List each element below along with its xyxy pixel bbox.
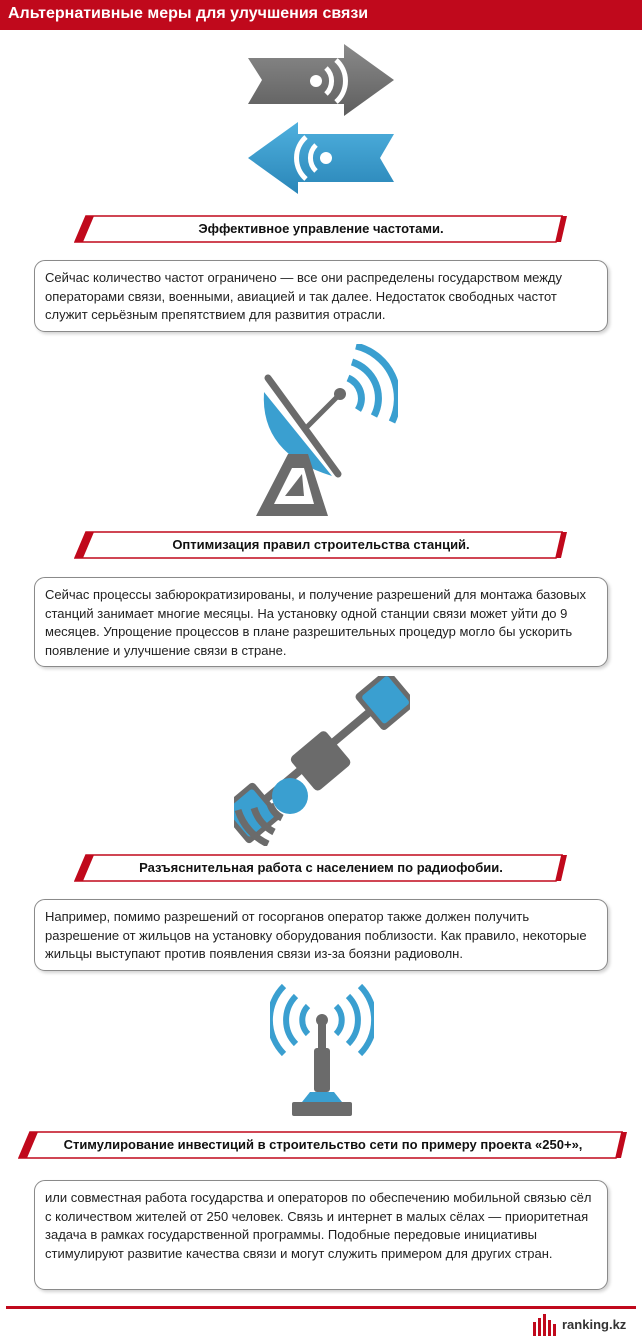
footer-divider	[6, 1306, 636, 1309]
section-heading: Стимулирование инвестиций в строительство сети по примеру проекта «250+»,	[63, 1137, 583, 1152]
section-text: Сейчас процессы забюрократизированы, и получение разрешений для монтажа базовых станций занимает многие месяцы. На установку одной станции связи может уйти до 9 месяцев. Упрощение процессов в плане разрешительных процедур могло бы ускорить появление и улучшение связи в стране.	[45, 587, 587, 658]
section-text: или совместная работа государства и операторов по обеспечению мобильной связью сёл с количеством жителей от 250 человек. Связь и интернет в малых сёлах — приоритетная задача в рамках государственной программы. Подобные передовые инициативы стимулируют развитие качества связи и могут служить примером для других стран.	[45, 1190, 592, 1261]
section-text: Например, помимо разрешений от госорганов оператор также должен получить разрешение от жильцов на установку оборудования поблизости. Как правило, некоторые жильцы выступают против появления связи из-за боязни радиоволн.	[45, 909, 587, 961]
bar-logo-icon	[532, 1314, 558, 1336]
section-text-card	[34, 899, 608, 971]
section-heading: Эффективное управление частотами.	[198, 221, 444, 236]
ranking-logo	[532, 1314, 638, 1336]
section-heading-banner	[18, 1131, 628, 1159]
section-heading: Разъяснительная работа с населением по радиофобии.	[139, 860, 503, 875]
frequency-arrows-icon	[244, 40, 398, 200]
section-text-card	[34, 260, 608, 332]
antenna-tower-icon	[270, 984, 374, 1118]
section-heading-banner	[74, 531, 568, 559]
page-header	[0, 0, 642, 30]
page-title: Альтернативные меры для улучшения связи	[8, 5, 369, 22]
section-heading-banner	[74, 215, 568, 243]
section-heading-banner	[74, 854, 568, 882]
satellite-icon	[234, 676, 410, 846]
logo-text: ranking.kz	[562, 1317, 627, 1332]
section-text: Сейчас количество частот ограничено — все они распределены государством между операторами связи, военными, авиацией и так далее. Недостаток свободных частот служит серьёзным препятствием для развития отрасли.	[45, 270, 562, 322]
section-text-card	[34, 1180, 608, 1290]
section-heading: Оптимизация правил строительства станций.	[172, 537, 470, 552]
satellite-dish-icon	[252, 344, 398, 518]
section-text-card	[34, 577, 608, 667]
